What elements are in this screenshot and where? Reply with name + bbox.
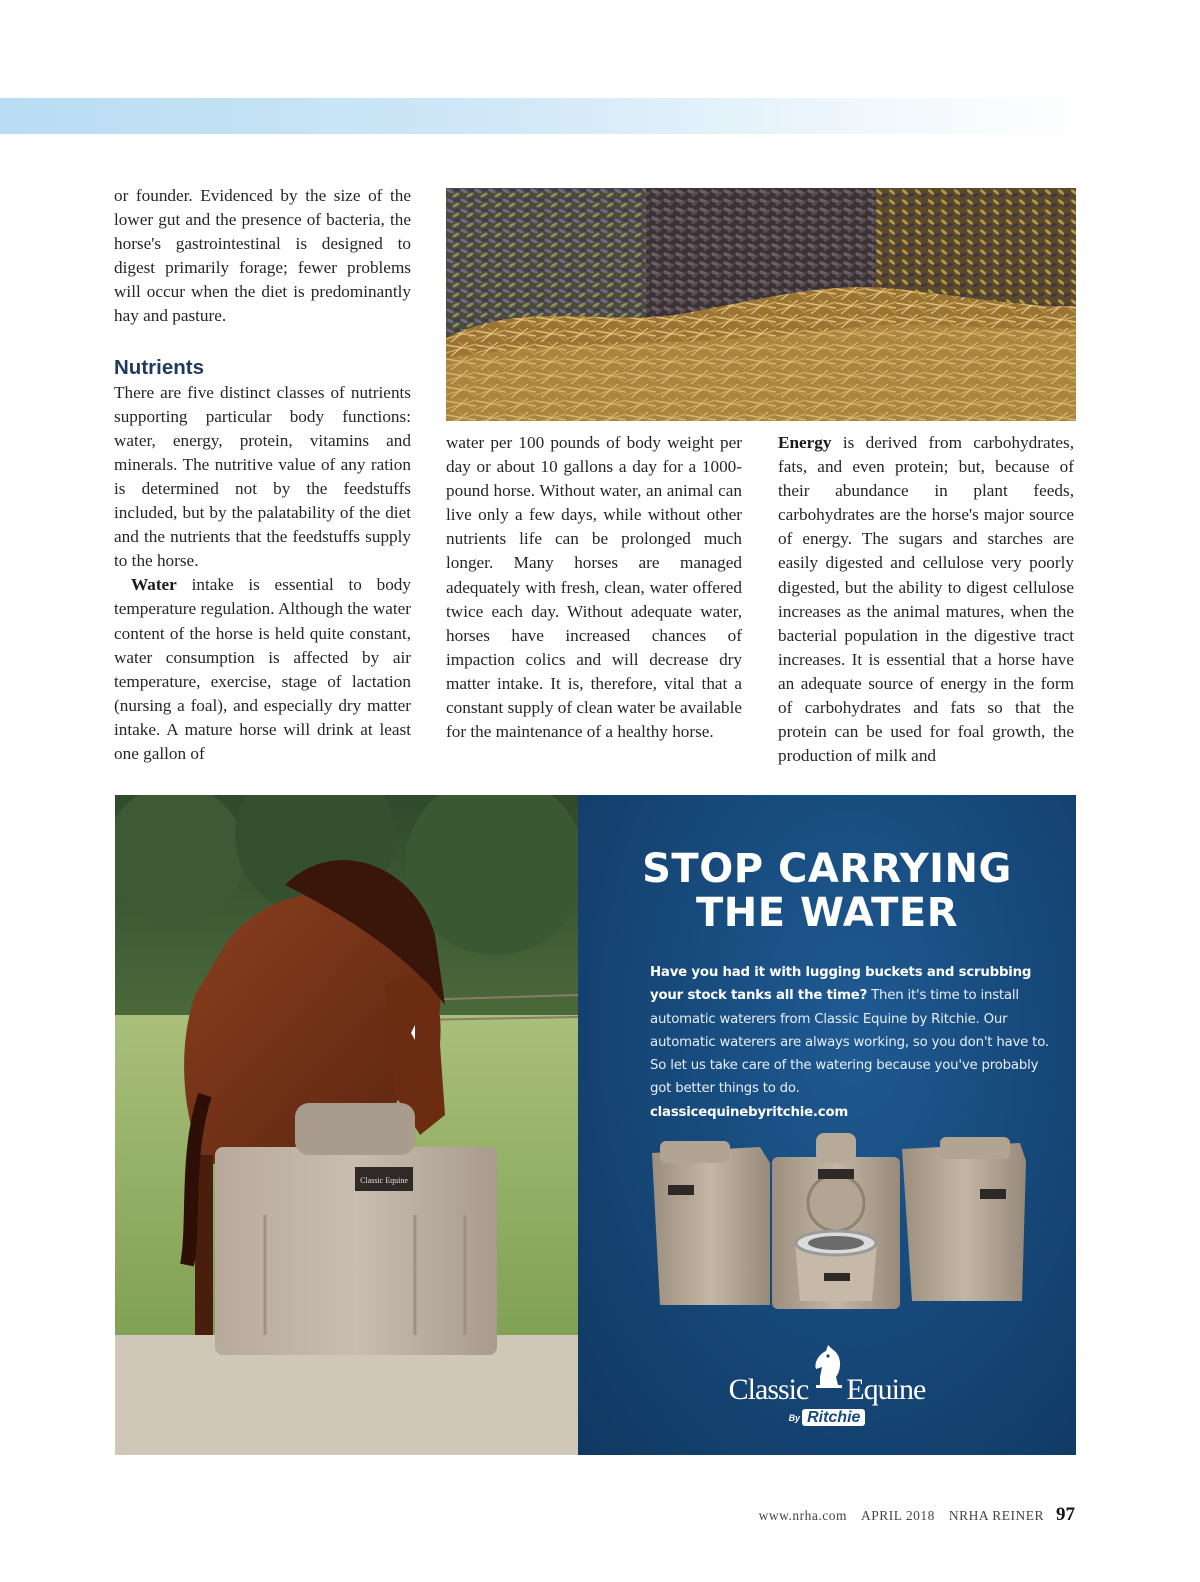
- brand-by-line: [578, 1409, 1076, 1427]
- feed-photo: [446, 188, 1076, 421]
- page-number: 97: [1056, 1504, 1075, 1525]
- water-text: intake is essential to body temperature regulation. Although the water content of the horse is held quite constant, water consumption is affected by air temperature, exercise, stage of lactation (nursing a foal), and especially dry matter intake. A mature horse will drink at least one gallon of: [114, 575, 411, 763]
- water-paragraph: [114, 573, 411, 766]
- ad-body-lead: Have you had it with lugging buckets and scrubbing your stock tanks all the time?: [650, 965, 1032, 1004]
- brand-name-equine: Equine: [846, 1373, 926, 1406]
- footer-issue-date: APRIL 2018: [860, 1508, 935, 1523]
- ad-website-link[interactable]: classicequinebyritchie.com: [650, 1104, 849, 1120]
- intro-paragraph: or founder. Evidenced by the size of the lower gut and the presence of bacteria, the horse's gastrointestinal is designed to digest primarily forage; fewer problems will occur when the diet is predominantly hay and pasture.: [114, 186, 411, 326]
- ad-headline-line-1: STOP CARRYING: [642, 846, 1012, 892]
- waterer-logo-label: Classic Equine: [360, 1176, 408, 1185]
- article-column-1: [114, 184, 411, 766]
- article-column-2: [446, 431, 742, 744]
- energy-text: is derived from carbohydrates, fats, and even protein; but, because of their abundance in plant feeds, carbohydrates are the horse's major source of energy. The sugars and starches are easily digested and cellulose very poorly digested, but the ability to digest cellulose increases as the animal matures, when the bacterial population in the digestive tract increases. It is essential that a horse have an adequate source of energy in the form of carbohydrates and fats so that the protein can be used for foal growth, the production of milk and: [778, 433, 1074, 766]
- header-color-band: [0, 98, 1200, 134]
- ad-headline-line-2: THE WATER: [695, 890, 959, 936]
- waterer-products-image: [650, 1133, 1030, 1323]
- water-continued-paragraph: water per 100 pounds of body weight per day or about 10 gallons a day for a 1000-pound horse. Without water, an animal can live only a few days, while without other nutrients life can be prolonged much longer. Many horses are managed adequately with fresh, clean, water offered twice each day. Without adequate water, horses have increased chances of impaction colics and will decrease dry matter intake. It is, therefore, vital that a constant supply of clean water be available for the maintenance of a healthy horse.: [446, 433, 742, 742]
- horse-drinking-photo: [115, 795, 578, 1455]
- water-lead: Water: [131, 575, 177, 595]
- footer-website: www.nrha.com: [758, 1508, 847, 1523]
- brand-logo: [578, 1343, 1076, 1426]
- energy-lead: Energy: [778, 433, 832, 452]
- page-footer: [745, 1504, 1075, 1526]
- footer-magazine-name: NRHA REINER: [948, 1508, 1044, 1523]
- section-heading-nutrients: Nutrients: [114, 355, 204, 379]
- article-column-3: [778, 431, 1074, 768]
- nutrients-paragraph: There are five distinct classes of nutrients supporting particular body functions: water, energy, protein, vitamins and minerals. The nutritive value of any ration is determined not by the feedstuffs included, but by the palatability of the diet and the nutrients that the feedstuffs supply to the horse.: [114, 382, 411, 571]
- brand-by-label: By: [788, 1412, 801, 1423]
- energy-paragraph: [778, 431, 1074, 768]
- advertisement: [115, 795, 1076, 1455]
- ad-body-text: Then it's time to install automatic waterers from Classic Equine by Ritchie. Our automatic waterers are always working, so you don't have to. So let us take care of the watering because you've probably got better things to do.: [650, 988, 1049, 1097]
- brand-name-classic: Classic: [728, 1373, 809, 1406]
- ad-text-panel: [578, 795, 1076, 1455]
- ad-body-copy: [650, 961, 1050, 1124]
- brand-ritchie: Ritchie: [802, 1409, 865, 1426]
- brand-wordmark: [578, 1373, 1076, 1407]
